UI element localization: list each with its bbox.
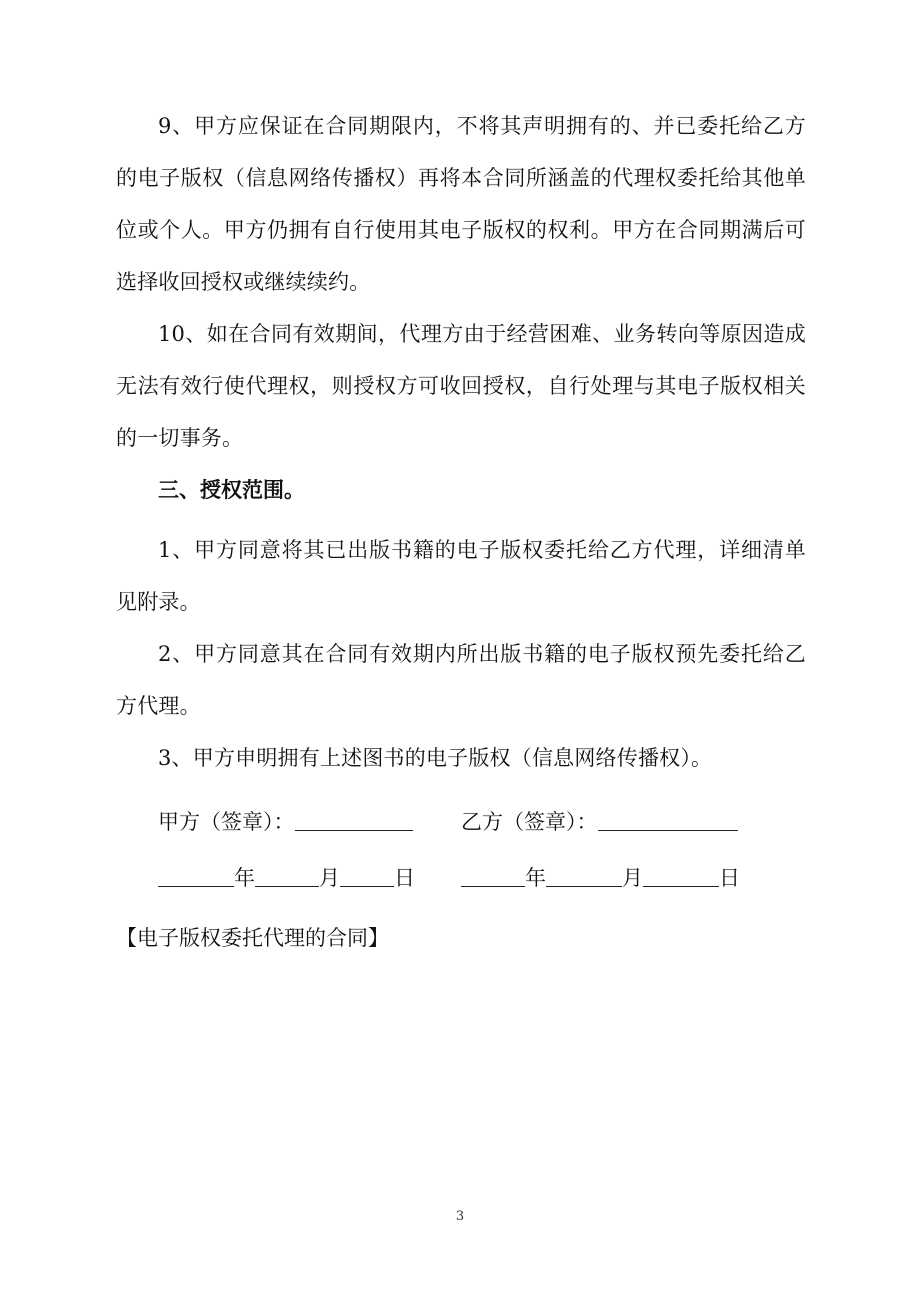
month-label: 月 xyxy=(319,866,340,890)
party-b-month-blank xyxy=(546,860,622,887)
party-a-year-blank xyxy=(158,860,234,887)
clause-9: 9、甲方应保证在合同期限内，不将其声明拥有的、并已委托给乙方的电子版权（信息网络传播权）再将本合同所涵盖的代理权委托给其他单位或个人。甲方仍拥有自行使用其电子版权的权利。甲方在合同期满后可选择收回授权或继续续约。 xyxy=(116,114,806,294)
year-label: 年 xyxy=(525,866,546,890)
party-a-day-blank xyxy=(340,860,394,887)
day-label: 日 xyxy=(394,866,415,890)
clause-10: 10、如在合同有效期间，代理方由于经营困难、业务转向等原因造成无法有效行使代理权，则授权方可收回授权，自行处理与其电子版权相关的一切事务。 xyxy=(116,322,806,450)
party-b-year-blank xyxy=(461,860,525,887)
party-a-signature-blank xyxy=(295,804,413,831)
party-a-month-blank xyxy=(255,860,319,887)
party-a-label: 甲方（签章）： xyxy=(158,810,295,834)
party-b-label: 乙方（签章）： xyxy=(461,810,598,834)
year-label: 年 xyxy=(234,866,255,890)
party-a-signature xyxy=(158,802,413,842)
scope-item-2: 2、甲方同意其在合同有效期内所出版书籍的电子版权预先委托给乙方代理。 xyxy=(116,642,806,718)
section-heading: 三、授权范围。 xyxy=(158,477,305,502)
page-number: 3 xyxy=(455,1209,465,1224)
scope-item-3: 3、甲方申明拥有上述图书的电子版权（信息网络传播权）。 xyxy=(158,746,713,770)
party-a-date xyxy=(158,858,415,898)
party-b-date xyxy=(461,858,740,898)
party-b-day-blank xyxy=(643,860,719,887)
party-b-signature xyxy=(461,802,738,842)
document-title-footer: 【电子版权委托代理的合同】 xyxy=(116,926,389,950)
party-b-signature-blank xyxy=(598,804,738,831)
day-label: 日 xyxy=(719,866,740,890)
scope-item-1: 1、甲方同意将其已出版书籍的电子版权委托给乙方代理，详细清单见附录。 xyxy=(116,538,806,614)
month-label: 月 xyxy=(622,866,643,890)
